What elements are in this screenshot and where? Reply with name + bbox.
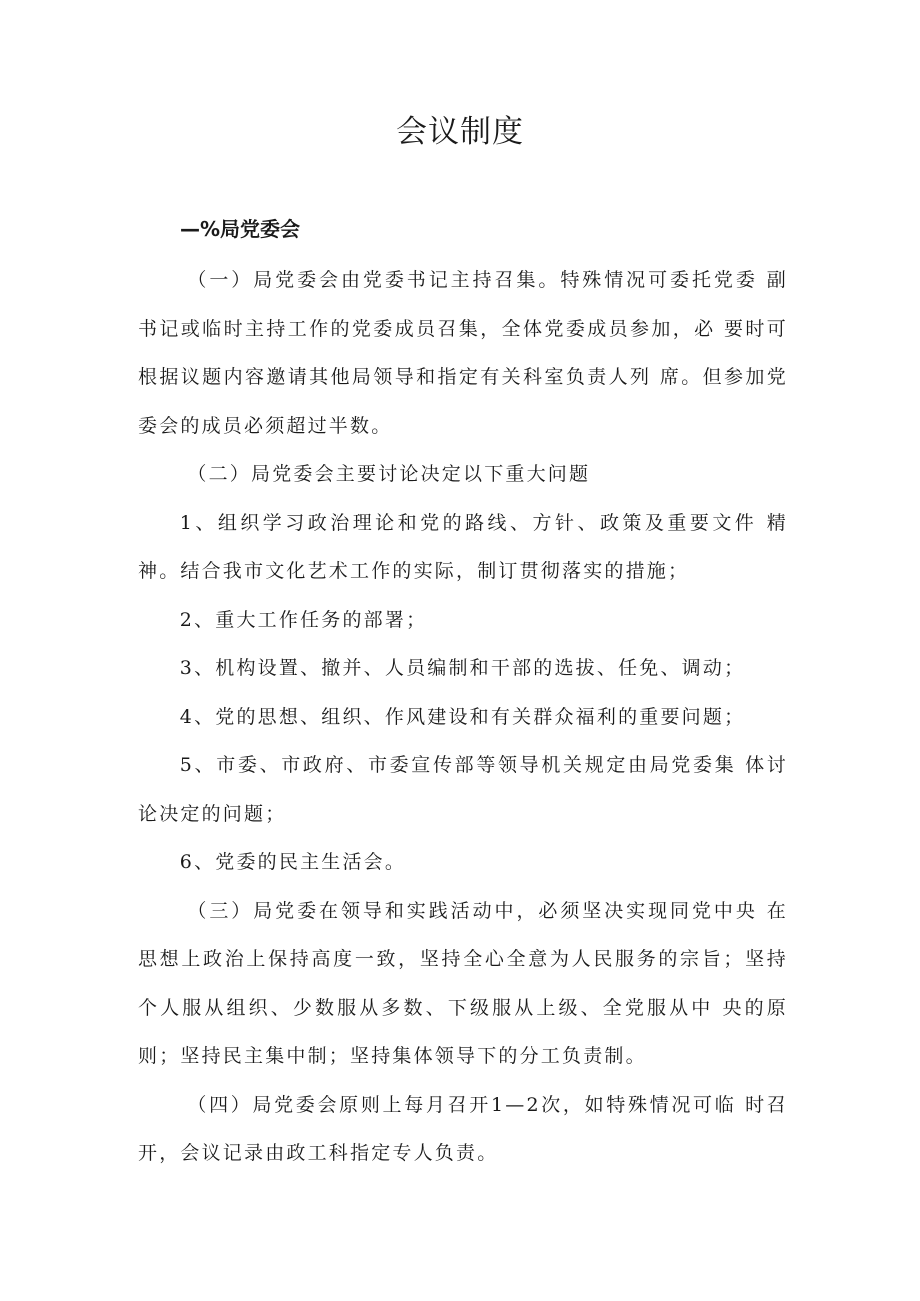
document-body	[138, 256, 788, 1178]
page-title: 会议制度	[396, 114, 524, 150]
list-item-1: 1、组织学习政治理论和党的路线、方针、政策及重要文件 精神。结合我市文化艺术工作的实际，制订贯彻落实的措施；	[138, 511, 788, 582]
list-item-2: 2、重大工作任务的部署；	[179, 608, 428, 631]
list-item-6: 6、党委的民主生活会。	[179, 851, 407, 873]
paragraph-2-major-issues: （二）局党委会主要讨论决定以下重大问题	[187, 463, 591, 485]
paragraph-4-frequency: （四）局党委会原则上每月召开1—2次，如特殊情况可临 时召开，会议记录由政工科指定专人负责。	[138, 1093, 788, 1164]
list-item-3: 3、机构设置、撤并、人员编制和干部的选拔、任免、调动；	[179, 657, 746, 679]
list-item-5: 5、市委、市政府、市委宣传部等领导机关规定由局党委集 体讨论决定的问题；	[138, 754, 788, 825]
section-heading: —%局党委会	[180, 217, 301, 241]
paragraph-1-convening: （一）局党委会由党委书记主持召集。特殊情况可委托党委 副书记或临时主持工作的党委成员召集，全体党委成员参加，必 要时可根据议题内容邀请其他局领导和指定有关科室负责人列 席。但参加党委会的成员必须超过半数。	[138, 269, 788, 437]
paragraph-3-principles: （三）局党委在领导和实践活动中，必须坚决实现同党中央 在思想上政治上保持高度一致，坚持全心全意为人民服务的宗旨；坚持个人服从组织、少数服从多数、下级服从上级、全党服从中 央的原则；坚持民主集中制；坚持集体领导下的分工负责制。	[138, 899, 788, 1067]
list-item-4: 4、党的思想、组织、作风建设和有关群众福利的重要问题；	[179, 705, 746, 728]
